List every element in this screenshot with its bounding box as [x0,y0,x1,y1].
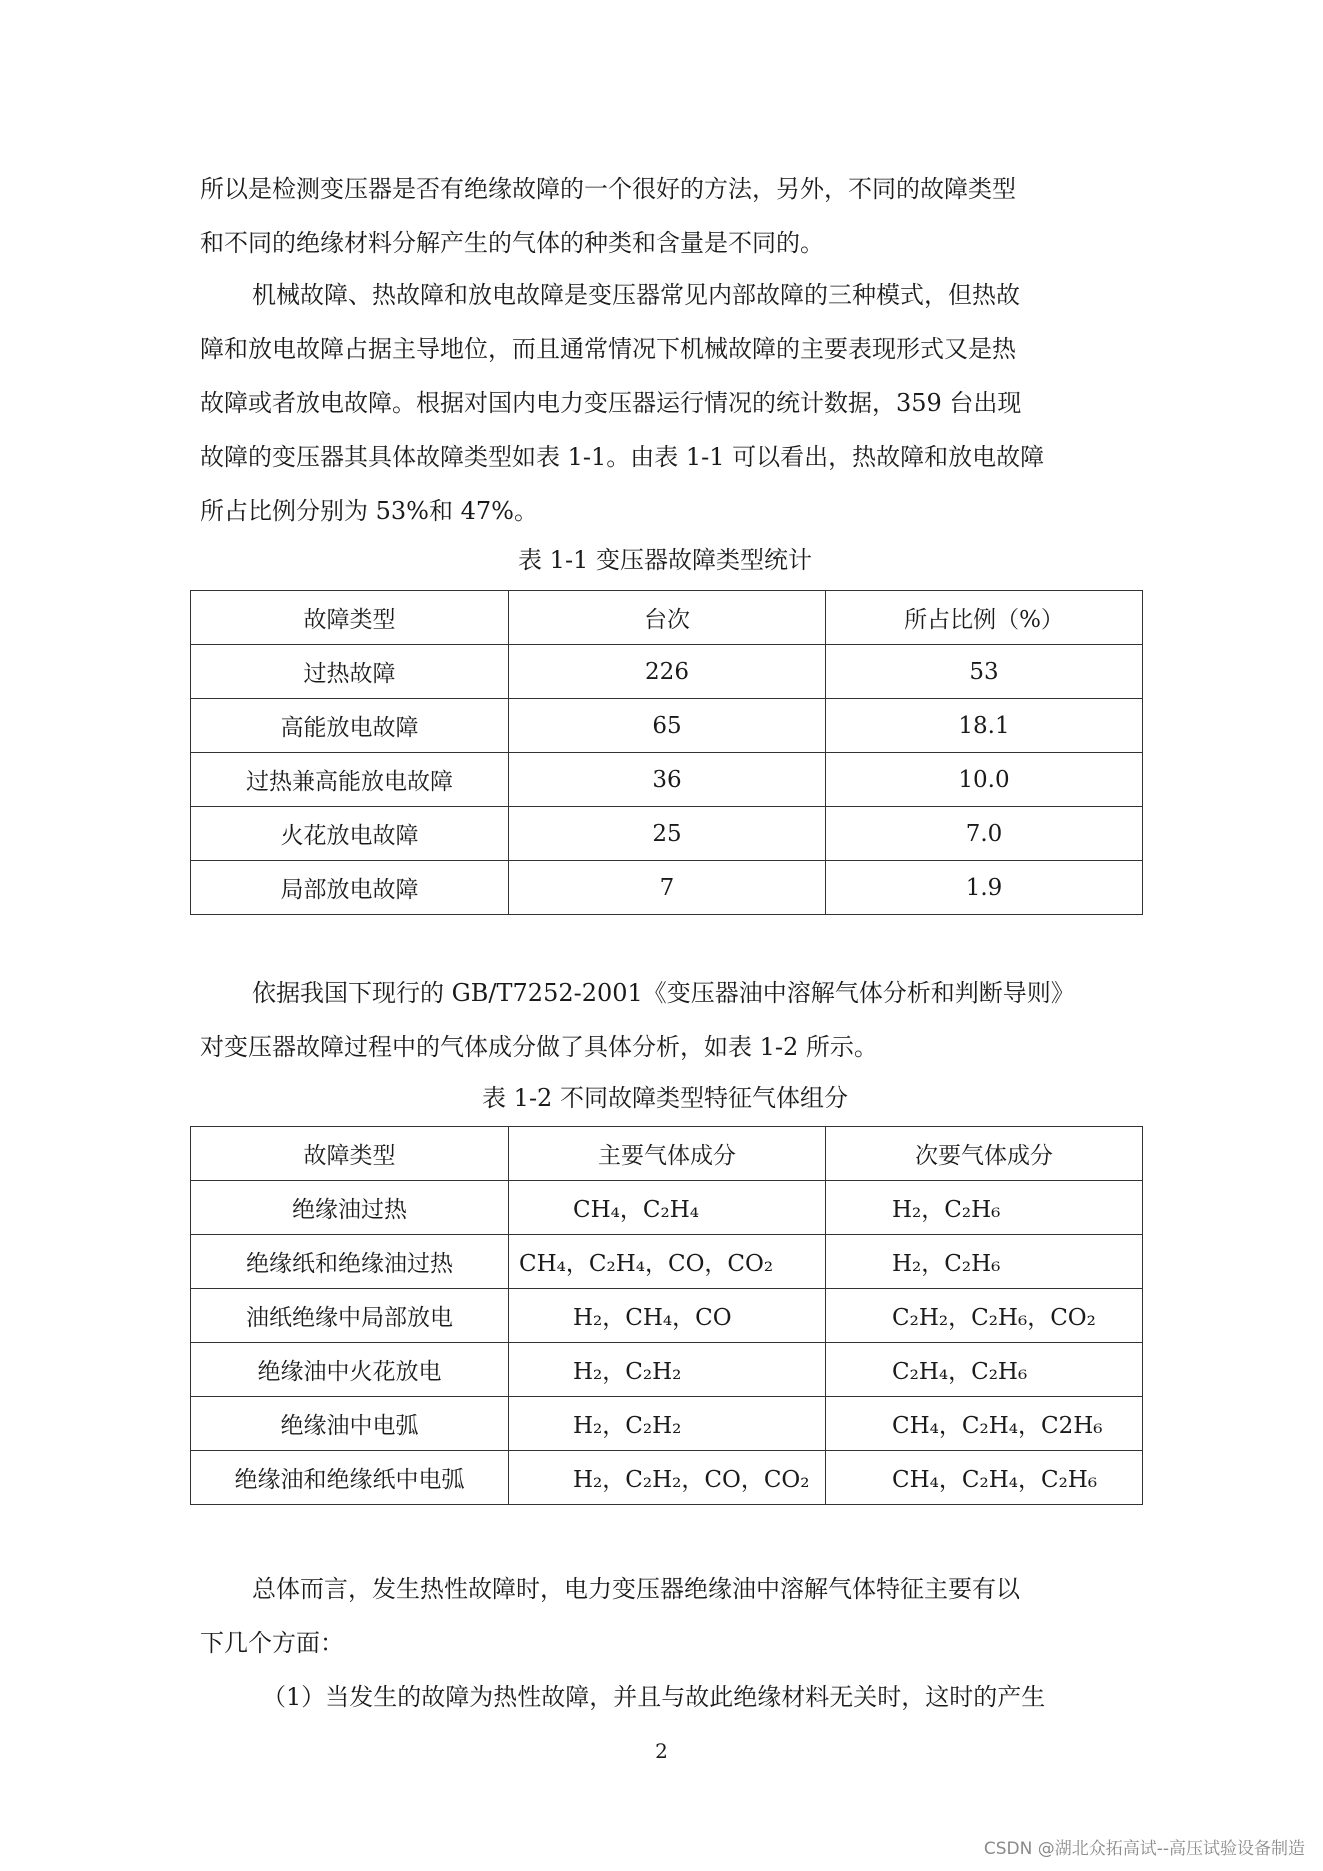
table-cell: 高能放电故障 [191,699,509,753]
table-cell: 18.1 [826,699,1143,753]
table-cell: CH₄，C₂H₄，C₂H₆ [826,1451,1143,1505]
table-header-row [191,591,1143,645]
paragraph-line: 依据我国下现行的 GB/T7252-2001《变压器油中溶解气体分析和判断导则》 [252,979,1075,1007]
table-fault-statistics [190,590,1143,915]
table-row [191,1397,1143,1451]
table-cell: 36 [509,753,826,807]
table-cell: C₂H₂，C₂H₆，CO₂ [826,1289,1143,1343]
paragraph-line: 和不同的绝缘材料分解产生的气体的种类和含量是不同的。 [200,229,824,257]
paragraph-line: 障和放电故障占据主导地位，而且通常情况下机械故障的主要表现形式又是热 [200,335,1016,363]
table-cell: 过热兼高能放电故障 [191,753,509,807]
paragraph-line: 下几个方面： [200,1629,344,1657]
table-row [191,1235,1143,1289]
paragraph-line: 所以是检测变压器是否有绝缘故障的一个很好的方法，另外，不同的故障类型 [200,175,1016,203]
table-cell: 绝缘纸和绝缘油过热 [191,1235,509,1289]
table-cell: 7 [509,861,826,915]
table-row [191,861,1143,915]
page-number: 2 [655,1739,668,1763]
table-cell: CH₄，C₂H₄，CO，CO₂ [509,1235,826,1289]
table-row [191,807,1143,861]
header-cell: 主要气体成分 [509,1127,826,1181]
header-cell: 故障类型 [191,1127,509,1181]
table-cell: 绝缘油中火花放电 [191,1343,509,1397]
table-cell: H₂，CH₄，CO [509,1289,826,1343]
paragraph-1 [200,162,1130,270]
table-cell: H₂，C₂H₂，CO，CO₂ [509,1451,826,1505]
table-cell: 226 [509,645,826,699]
header-cell: 次要气体成分 [826,1127,1143,1181]
table-cell: 65 [509,699,826,753]
table-row [191,699,1143,753]
table-cell: 1.9 [826,861,1143,915]
table-cell: 10.0 [826,753,1143,807]
paragraph-line: （1）当发生的故障为热性故障，并且与故此绝缘材料无关时，这时的产生 [262,1683,1046,1711]
paragraph-line: 机械故障、热故障和放电故障是变压器常见内部故障的三种模式，但热故 [252,281,1020,309]
table-cell: 53 [826,645,1143,699]
table-cell: 绝缘油过热 [191,1181,509,1235]
table-row [191,1451,1143,1505]
table-cell: 7.0 [826,807,1143,861]
watermark-text: CSDN @湖北众拓高试--高压试验设备制造 [983,1839,1305,1859]
table-row [191,1289,1143,1343]
paragraph-line: 总体而言，发生热性故障时，电力变压器绝缘油中溶解气体特征主要有以 [252,1575,1020,1603]
paragraph-line: 对变压器故障过程中的气体成分做了具体分析，如表 1-2 所示。 [200,1033,878,1061]
table-row [191,645,1143,699]
table-header-row [191,1127,1143,1181]
paragraph-line: 所占比例分别为 53%和 47%。 [200,497,538,525]
table-row [191,1343,1143,1397]
table-cell: H₂，C₂H₂ [509,1397,826,1451]
table-cell: H₂，C₂H₆ [826,1235,1143,1289]
header-cell: 台次 [509,591,826,645]
table-gas-components [190,1126,1143,1505]
table-2-caption: 表 1-2 不同故障类型特征气体组分 [482,1084,848,1112]
table-1-caption: 表 1-1 变压器故障类型统计 [518,546,812,574]
table-cell: 火花放电故障 [191,807,509,861]
paragraph-3 [200,966,1130,1074]
table-cell: H₂，C₂H₆ [826,1181,1143,1235]
table-cell: CH₄，C₂H₄ [509,1181,826,1235]
paragraph-line: 故障或者放电故障。根据对国内电力变压器运行情况的统计数据，359 台出现 [200,389,1022,417]
table-cell: 绝缘油和绝缘纸中电弧 [191,1451,509,1505]
table-cell: CH₄，C₂H₄，C2H₆ [826,1397,1143,1451]
table-cell: 25 [509,807,826,861]
paragraph-line: 故障的变压器其具体故障类型如表 1-1。由表 1-1 可以看出，热故障和放电故障 [200,443,1045,471]
paragraph-4 [200,1562,1130,1724]
table-cell: C₂H₄，C₂H₆ [826,1343,1143,1397]
table-row [191,753,1143,807]
table-cell: 油纸绝缘中局部放电 [191,1289,509,1343]
header-cell: 故障类型 [191,591,509,645]
table-cell: H₂，C₂H₂ [509,1343,826,1397]
table-row [191,1181,1143,1235]
paragraph-2 [200,268,1130,538]
table-cell: 过热故障 [191,645,509,699]
table-cell: 局部放电故障 [191,861,509,915]
header-cell: 所占比例（%） [826,591,1143,645]
table-cell: 绝缘油中电弧 [191,1397,509,1451]
